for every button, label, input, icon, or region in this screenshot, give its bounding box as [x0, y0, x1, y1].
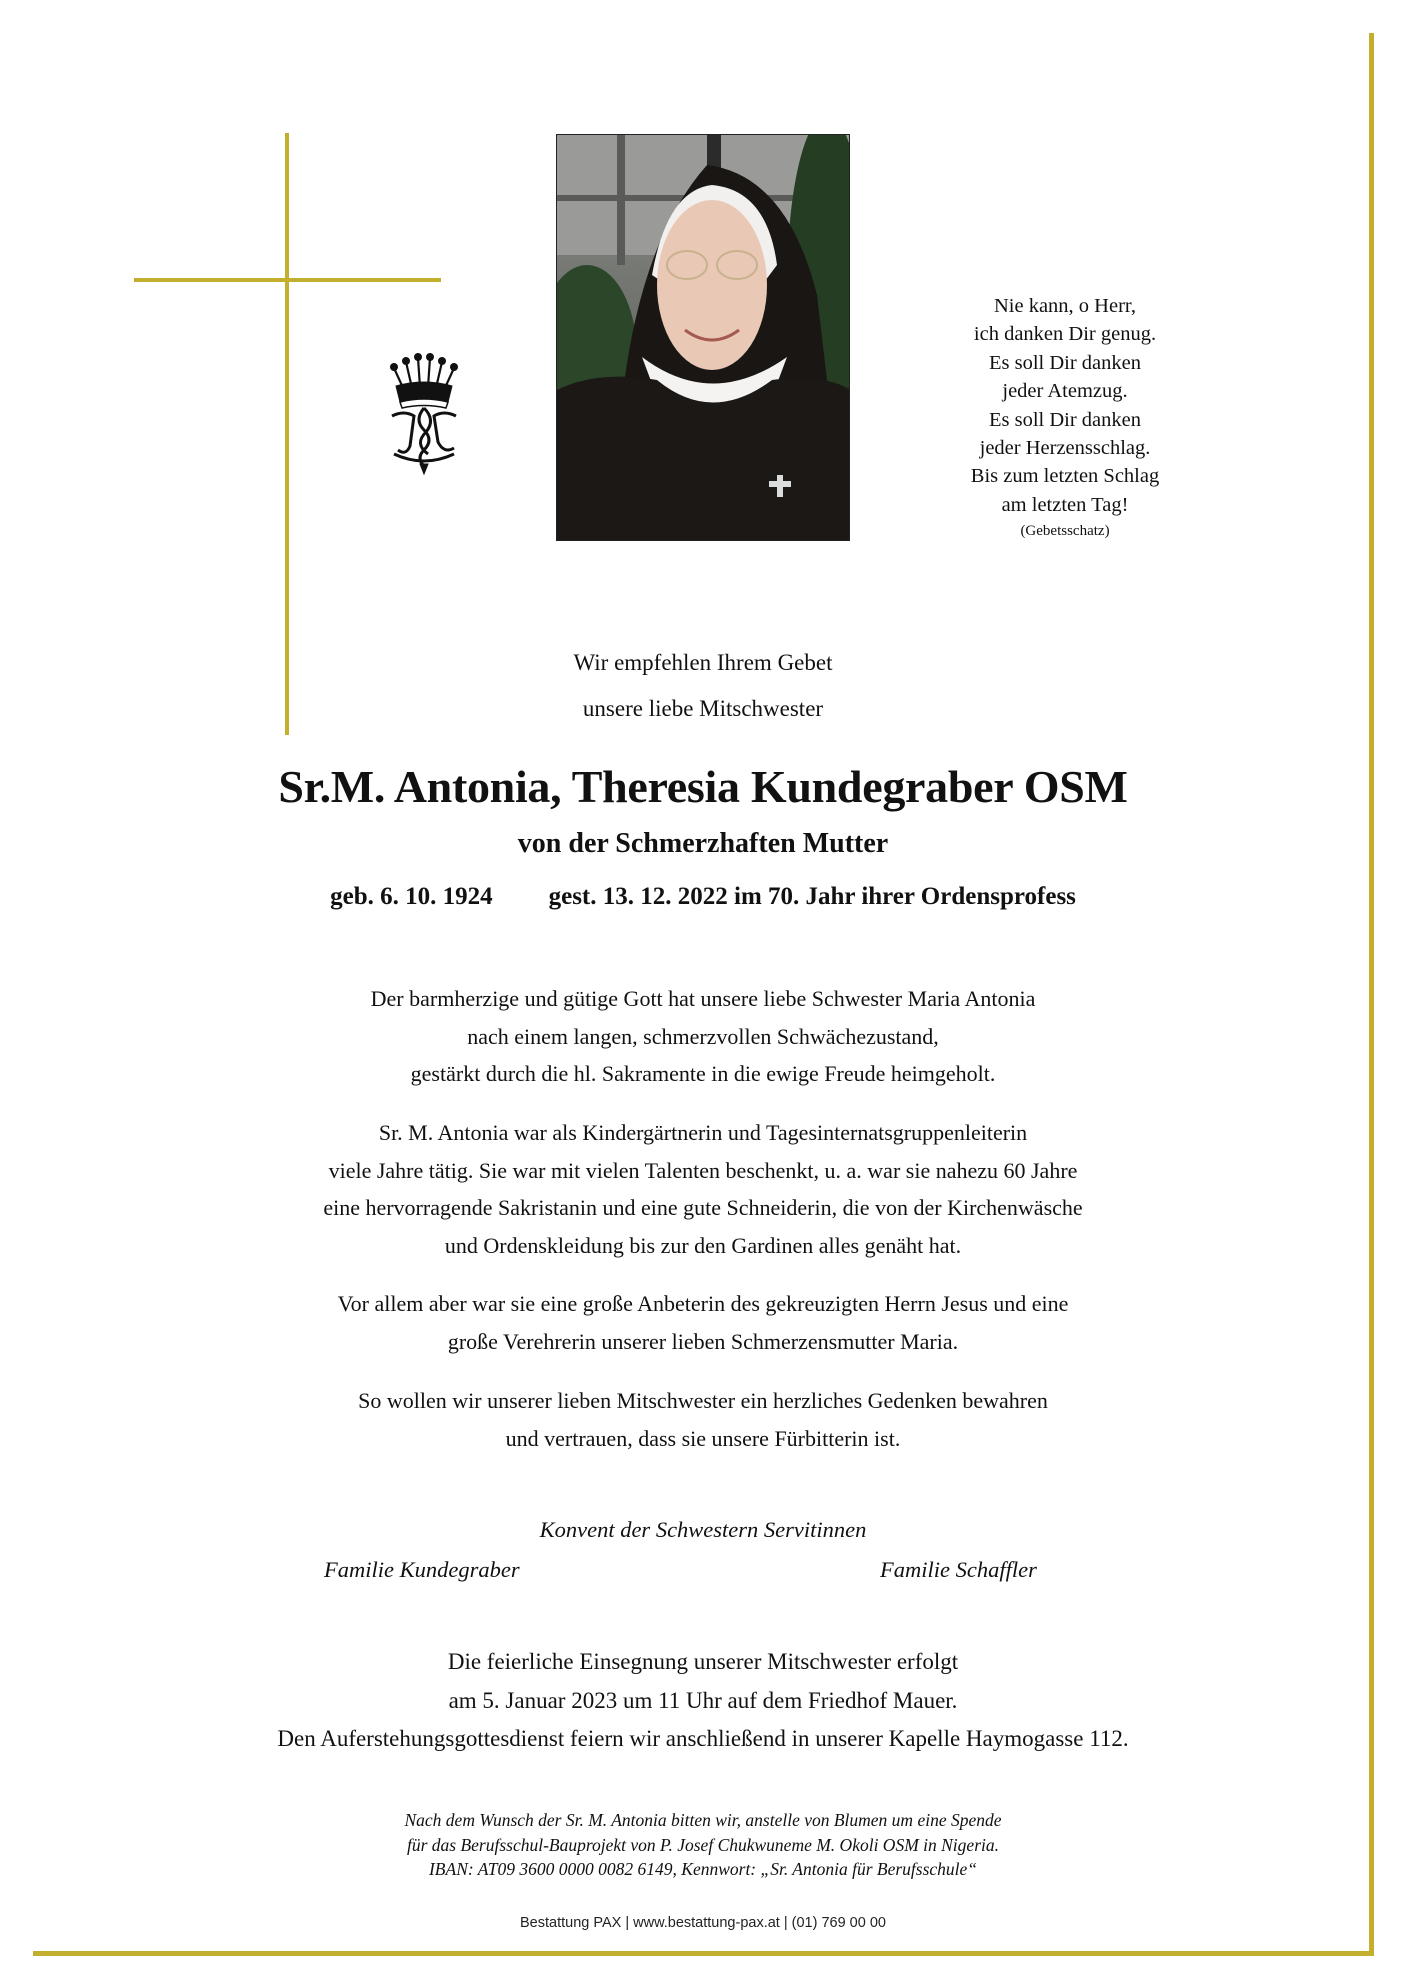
- signature-family-right: Familie Schaffler: [880, 1557, 1037, 1582]
- paragraph-line: große Verehrerin unserer lieben Schmerzensmutter Maria.: [447, 1328, 959, 1354]
- paragraph: [150, 1285, 1256, 1360]
- paragraph: [150, 980, 1256, 1093]
- death-date: gest. 13. 12. 2022 im 70. Jahr ihrer Ordensprofess: [548, 883, 1076, 910]
- paragraph: [150, 1382, 1256, 1457]
- signature-konvent: Konvent der Schwestern Servitinnen: [539, 1517, 867, 1542]
- deceased-subtitle: von der Schmerzhaften Mutter: [517, 828, 889, 859]
- service-line: Den Auferstehungsgottesdienst feiern wir anschließend in unserer Kapelle Haymogasse 112.: [277, 1726, 1129, 1751]
- cross-horizontal-bar: [134, 278, 441, 282]
- paragraph-line: und vertrauen, dass sie unsere Fürbitterin ist.: [505, 1425, 901, 1451]
- donation-line: für das Berufsschul-Bauprojekt von P. Josef Chukwuneme M. Okoli OSM in Nigeria.: [406, 1834, 999, 1855]
- poem-source: (Gebetsschatz): [1020, 523, 1110, 540]
- paragraph-line: und Ordenskleidung bis zur den Gardinen alles genäht hat.: [444, 1232, 962, 1258]
- frame-bottom-line: [33, 1951, 1374, 1956]
- donation-note: [0, 1808, 1406, 1882]
- paragraph-line: viele Jahre tätig. Sie war mit vielen Talenten beschenkt, u. a. war sie nahezu 60 Jahre: [328, 1157, 1078, 1183]
- birth-date: geb. 6. 10. 1924: [330, 883, 493, 910]
- donation-line: IBAN: AT09 3600 0000 0082 6149, Kennwort: „Sr. Antonia für Berufsschule“: [428, 1859, 978, 1879]
- deceased-name: Sr.M. Antonia, Theresia Kundegraber OSM: [278, 761, 1128, 812]
- service-info: [0, 1643, 1406, 1759]
- paragraph-line: eine hervorragende Sakristanin und eine gute Schneiderin, die von der Kirchenwäsche: [323, 1195, 1083, 1220]
- poem-line: jeder Atemzug.: [1002, 380, 1128, 403]
- poem-line: Nie kann, o Herr,: [993, 295, 1137, 317]
- signature-family-left: Familie Kundegraber: [324, 1557, 520, 1582]
- paragraph-line: nach einem langen, schmerzvollen Schwächezustand,: [467, 1023, 939, 1049]
- portrait-photo: [556, 134, 850, 541]
- paragraph-line: Der barmherzige und gütige Gott hat unsere liebe Schwester Maria Antonia: [370, 986, 1036, 1011]
- paragraph-line: So wollen wir unserer lieben Mitschwester ein herzliches Gedenken bewahren: [358, 1388, 1048, 1413]
- paragraph-line: Sr. M. Antonia war als Kindergärtnerin und Tagesinternatsgruppenleiterin: [378, 1120, 1028, 1145]
- cross-vertical-bar: [285, 133, 289, 735]
- portrait-illustration: [557, 135, 850, 541]
- poem-line: ich danken Dir genug.: [973, 323, 1157, 346]
- poem-line: Es soll Dir danken: [988, 408, 1142, 431]
- crowned-monogram-icon: [384, 350, 464, 475]
- intro-line-2: unsere liebe Mitschwester: [582, 696, 824, 721]
- poem-line: Bis zum letzten Schlag: [970, 465, 1160, 488]
- poem-line: Es soll Dir danken: [988, 351, 1142, 374]
- paragraph-line: gestärkt durch die hl. Sakramente in die ewige Freude heimgeholt.: [410, 1061, 996, 1086]
- service-line: Die feierliche Einsegnung unserer Mitschwester erfolgt: [447, 1649, 959, 1674]
- service-line: am 5. Januar 2023 um 11 Uhr auf dem Friedhof Mauer.: [448, 1687, 958, 1713]
- life-dates: [0, 883, 1406, 911]
- paragraph: [150, 1114, 1256, 1264]
- footer-funeral-home: Bestattung PAX | www.bestattung-pax.at | (01) 769 00 00: [520, 1915, 886, 1931]
- paragraph-line: Vor allem aber war sie eine große Anbeterin des gekreuzigten Herrn Jesus und eine: [337, 1291, 1069, 1316]
- poem-line: jeder Herzensschlag.: [979, 437, 1151, 460]
- poem-line: am letzten Tag!: [1001, 493, 1129, 516]
- intro-line-1: Wir empfehlen Ihrem Gebet: [573, 650, 833, 675]
- donation-line: Nach dem Wunsch der Sr. M. Antonia bitten wir, anstelle von Blumen um eine Spende: [404, 1810, 1002, 1830]
- poem: [915, 292, 1215, 543]
